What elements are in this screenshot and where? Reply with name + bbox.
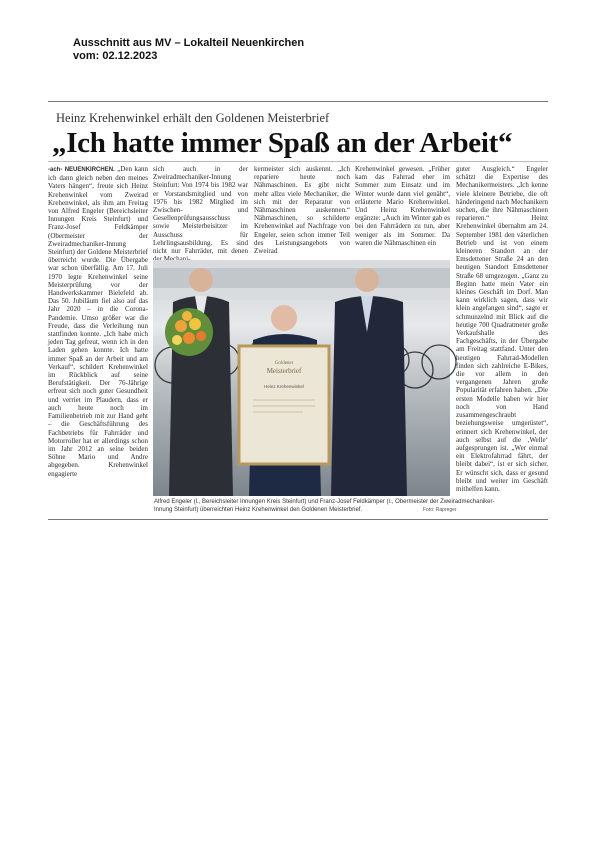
newspaper-clipping	[48, 101, 548, 521]
dateline: -ach- NEUENKIRCHEN.	[48, 167, 115, 173]
top-rule	[48, 101, 548, 102]
certificate-name: Heinz Krehenwinkel	[264, 384, 304, 389]
photo-caption: Alfred Engeler (l., Bereichsleiter Innungen Kreis Steinfurt) und Franz-Josef Feldkämper (r., Obermeister der Zweiradmechaniker-Innung Steinfurt) überreichten Heinz Krehenwinkel den Goldenen Meisterbrief.	[154, 499, 495, 513]
article-photo	[153, 260, 450, 496]
article-column-2: sich auch in der Zweiradmechaniker-Innung Steinfurt: Von 1974 bis 1982 war er Vorstandsmitglied und von 1976 bis 1982 Mitglied im Zwischen- und Gesellenprüfungsausschuss sowie Meisterbeisitzer im Ausschuss für Lehrlingsausbildung. Es sind nicht nur Fahrräder, mit denen	[153, 165, 248, 256]
flower-bouquet	[165, 308, 213, 356]
article-kicker: Heinz Krehenwinkel erhält den Goldenen Meisterbrief	[56, 111, 330, 125]
certificate-frame	[239, 346, 329, 464]
certificate-line-1: Goldener	[274, 361, 294, 366]
source-line: Ausschnitt aus MV – Lokalteil Neuenkirchen	[73, 37, 305, 49]
date-line: vom: 02.12.2023	[73, 50, 158, 62]
certificate-line-2: Meisterbrief	[266, 367, 302, 375]
article-column-3: kermeister sich auskennt. „Ich repariere heute noch Nähmaschinen. Es gibt nicht mehr allzu viele Mechaniker, die sich mit der Reparatur von Nähmaschinen auskennen.“ Nähmaschinen, so schilderte Krehenwinkel auf Nachfrage von Engeler, seien schon immer Teil des Leistungsangebots von Zweirad	[254, 165, 350, 256]
column-1-text: „Den kann ich dann gleich neben den meines Vaters hängen“, freute sich Heinz Krehenwinkel vom Zweirad Krehenwinkel, als ihm am Freitag von Alfred Engeler (Bereichsleiter Innungen Kreis Steinfurt) und Franz-Josef Feldkämper (Obermeister der Zweiradmechaniker-Innung Steinfurt) der Goldene Meisterbrief überreicht wurde. Die Übergabe war schon überfällig. Am 17. Juli 1970 legte Krehenwinkel seine Meisterprüfung vor der Handwerkskammer Bielefeld ab. Das 50. Jubiläum fiel also auf das Jahr 2020 – in die Corona-Pandemie. Umso größer war die Freude, dass die Verleihung nun stattfinden konnte. „Ich habe mich jeden Tag gefreut, wenn ich in den Laden gehen konnte. Ich hatte immer Spaß an der Arbeit und am Verkauf“, schildert Krehenwinkel im Rückblick auf seine Berufstätigkeit. Der 76-Jährige erfreut sich noch guter Gesundheit und verriet im Plaudern, dass er auch heute noch im Familienbetrieb mit zur Hand geht – die Geschäftsführung des Fachbetriebs für Fahrräder und Motorroller hat er allerdings schon im Jahr 2012 an seine beiden Söhne Mario und Andre abgegeben. Krehenwinkel engagierte	[48, 165, 148, 478]
person-left	[169, 268, 233, 496]
article-column-5: guter Ausgleich.“ Engeler schätzt die Expertise des Mechanikermeisters. „Ich kenne viele kleinere Betriebe, die oft händeringend nach Mechanikern suchen, die ihre Nähmaschinen reparieren.“ Heinz Krehenwinkel übernahm am 24. September 1981 den väterlichen Betrieb und ist von einem kleineren Standort an der Emsdettener Straße 24 an den heutigen Standort Emsdettener Straße 68 umgezogen. „Ganz zu Beginn hatte mein Vater ein kleines Geschäft im Dorf. Man kann wirklich sagen, dass wir klein angefangen sind“, sagte er schmunzelnd mit Blick auf die heutige 700 Quadratmeter große Verkaufshalle des Fachgeschäfts, in der Übergabe am Freitag stattfand. Unter den heutigen Fahrrad-Modellen finden sich zahlreiche E-Bikes, die vor allem in den vergangenen Jahren große Popularität erfahren haben. „Die ersten Modelle haben wir hier noch von Hand zusammengeschraubt beziehungsweise umgerüstet“, erinnert sich Krehenwinkel, der auch selbst auf die ‚Welle‘ aufgesprungen ist. „Wer einmal ein Elektrofahrrad fährt, der bleibt dabei“, ist er sich sicher. Er wünscht sich, dass er gesund bleibt und weiter im Geschäft mithelfen kann.	[456, 165, 548, 493]
photo-illustration	[153, 260, 450, 496]
bottom-rule	[48, 519, 548, 520]
article-column-1	[48, 165, 148, 515]
person-right	[331, 268, 407, 496]
photo-credit: Foto: Rapreger	[423, 507, 457, 513]
article-headline: „Ich hatte immer Spaß an der Arbeit“	[52, 127, 513, 159]
article-column-4: Krehenwinkel gewesen. „Früher kam das Fahrrad eher im Sommer zum Einsatz und im Winter wurde dann viel genäht“, erläuterte Mario Krehenwinkel. Und Heinz Krehenwinkel ergänzte: „Auch im Winter gab es bei den Fahrrädern zu tun, aber weniger als im Sommer. Da waren die Nähmaschinen ein	[355, 165, 450, 247]
headline-rule	[48, 161, 548, 162]
clipping-header	[73, 37, 304, 63]
